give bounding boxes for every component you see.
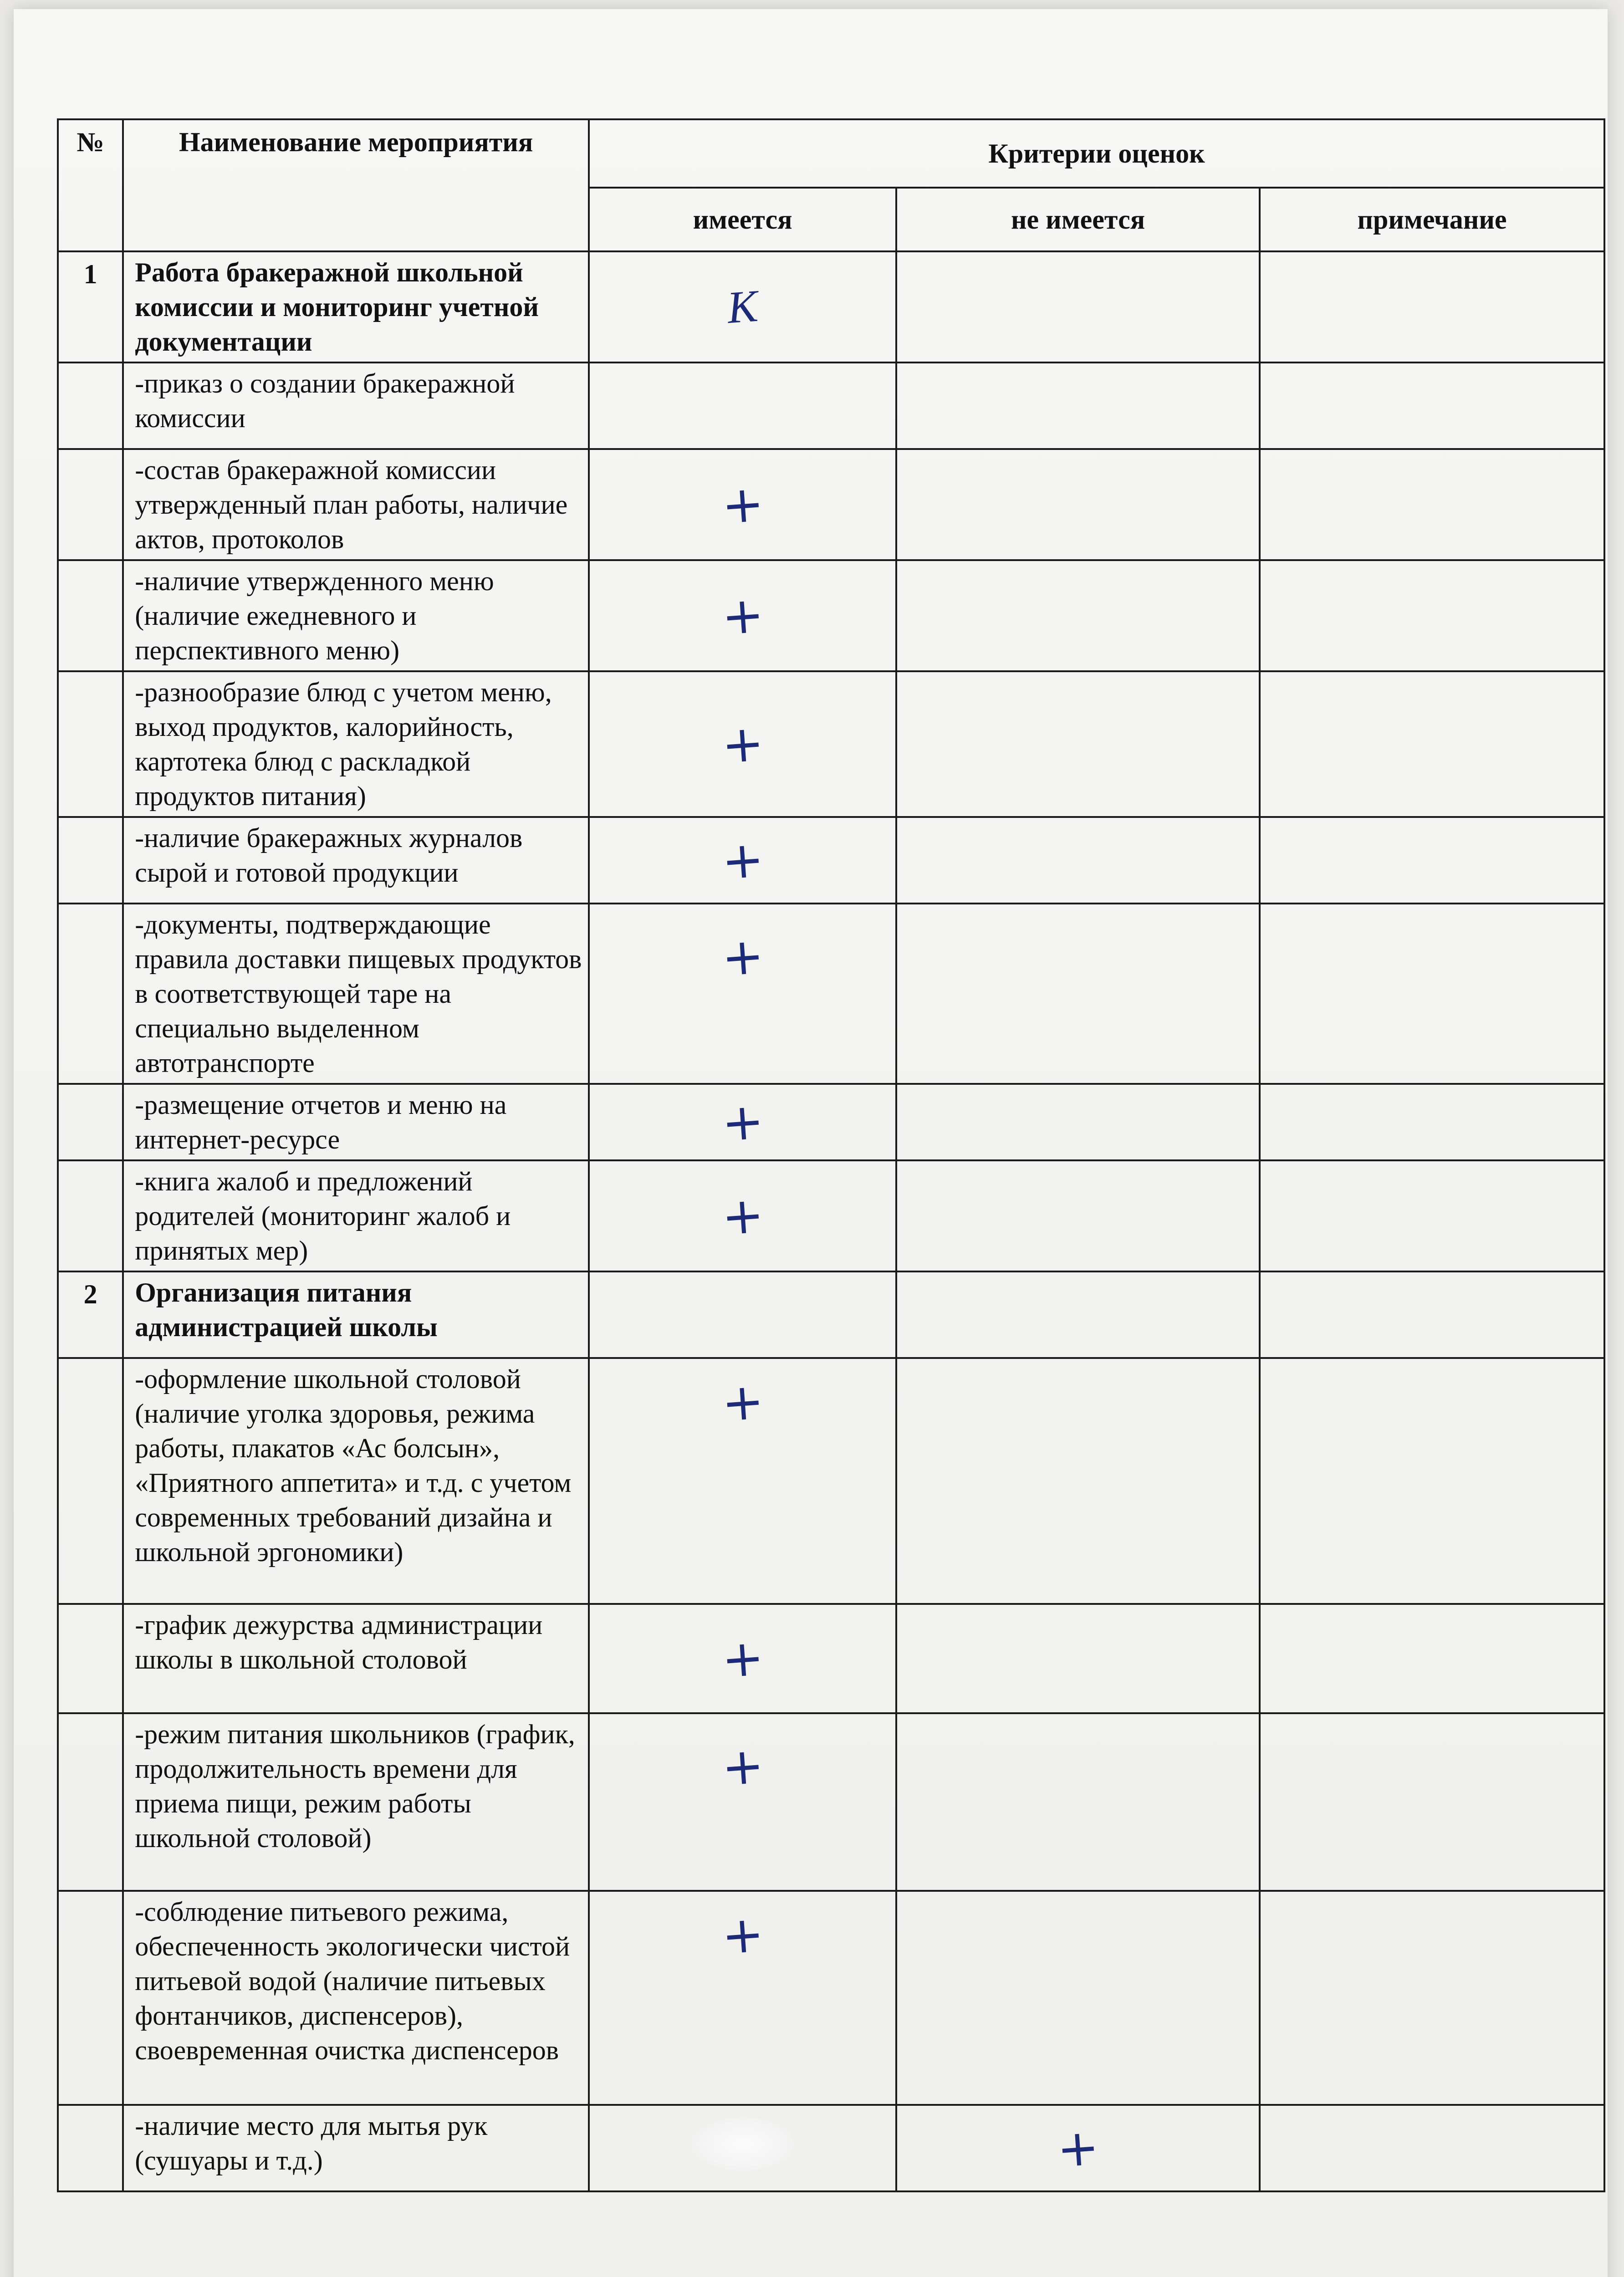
row-name: -оформление школьной столовой (наличие уголка здоровья, режима работы, плакатов «Ас болсын», «Приятного аппетита» и т.д. с учетом современных требований дизайна и школьной эргономики) (123, 1358, 589, 1604)
table-row (58, 2105, 1604, 2191)
row-num (58, 1084, 123, 1160)
plus-mark: + (720, 1904, 766, 1966)
table-row (58, 1271, 1604, 1358)
row-note (1260, 560, 1604, 671)
row-note (1260, 817, 1604, 904)
table-row (58, 1160, 1604, 1271)
correction-smudge (690, 2117, 795, 2171)
row-has-mark (589, 449, 896, 560)
row-name: -документы, подтверждающие правила доставки пищевых продуктов в соответствующей таре на специально выделенном автотранспорте (123, 904, 589, 1084)
paper-sheet (14, 9, 1608, 2277)
header-criteria: Критерии оценок (589, 119, 1604, 188)
row-not-has-mark (896, 362, 1260, 449)
row-note (1260, 671, 1604, 817)
row-not-has-mark (896, 1358, 1260, 1604)
table-row (58, 671, 1604, 817)
row-has-mark (589, 1604, 896, 1713)
row-num (58, 362, 123, 449)
table-row (58, 449, 1604, 560)
row-name: -состав бракеражной комиссии утвержденный план работы, наличие актов, протоколов (123, 449, 589, 560)
table-row (58, 362, 1604, 449)
header-not-has: не имеется (896, 188, 1260, 251)
plus-mark: + (720, 585, 766, 646)
table-row (58, 560, 1604, 671)
row-num: 1 (58, 251, 123, 362)
row-not-has-mark (896, 2105, 1260, 2191)
row-note (1260, 904, 1604, 1084)
table-row (58, 1713, 1604, 1891)
row-name: Работа бракеражной школьной комиссии и мониторинг учетной документации (123, 251, 589, 362)
row-not-has-mark (896, 1271, 1260, 1358)
row-not-has-mark (896, 817, 1260, 904)
row-not-has-mark (896, 1160, 1260, 1271)
table-row (58, 1604, 1604, 1713)
row-name: -соблюдение питьевого режима, обеспеченность экологически чистой питьевой водой (наличие питьевых фонтанчиков, диспенсеров), своевременная очистка диспенсеров (123, 1891, 589, 2105)
row-name: -наличие место для мытья рук (сушуары и т.д.) (123, 2105, 589, 2191)
row-num (58, 449, 123, 560)
row-note (1260, 2105, 1604, 2191)
plus-mark: + (720, 713, 766, 775)
row-has-mark (589, 1358, 896, 1604)
row-has-mark (589, 362, 896, 449)
header-note: примечание (1260, 188, 1604, 251)
header-num: № (58, 119, 123, 251)
row-not-has-mark (896, 1713, 1260, 1891)
table-row (58, 251, 1604, 362)
row-has-mark (589, 2105, 896, 2191)
header-has: имеется (589, 188, 896, 251)
row-has-mark (589, 1271, 896, 1358)
row-not-has-mark (896, 671, 1260, 817)
evaluation-table (57, 118, 1605, 2192)
table-row (58, 904, 1604, 1084)
row-name: -разнообразие блюд с учетом меню, выход продуктов, калорийность, картотека блюд с раскладкой продуктов питания) (123, 671, 589, 817)
row-has-mark (589, 560, 896, 671)
plus-mark: + (720, 926, 766, 988)
row-note (1260, 1604, 1604, 1713)
plus-mark: + (720, 1736, 766, 1797)
row-name: -режим питания школьников (график, продолжительность времени для приема пищи, режим работы школьной столовой) (123, 1713, 589, 1891)
row-num (58, 1160, 123, 1271)
row-num (58, 1604, 123, 1713)
row-name: -размещение отчетов и меню на интернет-ресурсе (123, 1084, 589, 1160)
row-note (1260, 1891, 1604, 2105)
table-row (58, 1084, 1604, 1160)
row-num (58, 1358, 123, 1604)
plus-mark: + (1055, 2117, 1101, 2179)
table-row (58, 817, 1604, 904)
plus-mark: + (720, 474, 766, 535)
row-num (58, 817, 123, 904)
row-has-mark (589, 671, 896, 817)
row-num (58, 1891, 123, 2105)
row-name: -наличие утвержденного меню (наличие ежедневного и перспективного меню) (123, 560, 589, 671)
row-note (1260, 1358, 1604, 1604)
row-name: -приказ о создании бракеражной комиссии (123, 362, 589, 449)
row-not-has-mark (896, 251, 1260, 362)
row-not-has-mark (896, 904, 1260, 1084)
plus-mark: + (720, 1091, 766, 1153)
row-note (1260, 251, 1604, 362)
row-not-has-mark (896, 449, 1260, 560)
plus-mark: + (720, 1185, 766, 1246)
plus-mark: + (720, 1371, 766, 1433)
row-has-mark (589, 1084, 896, 1160)
row-note (1260, 1713, 1604, 1891)
plus-mark: + (720, 829, 766, 891)
table-row (58, 1358, 1604, 1604)
header-name: Наименование мероприятия (123, 119, 589, 251)
row-not-has-mark (896, 1084, 1260, 1160)
row-note (1260, 1271, 1604, 1358)
row-note (1260, 1160, 1604, 1271)
row-note (1260, 1084, 1604, 1160)
row-has-mark (589, 251, 896, 362)
table-row (58, 1891, 1604, 2105)
plus-mark: + (720, 1628, 766, 1689)
row-not-has-mark (896, 1604, 1260, 1713)
row-name: -наличие бракеражных журналов сырой и готовой продукции (123, 817, 589, 904)
check-mark: K (725, 280, 760, 333)
row-has-mark (589, 1713, 896, 1891)
row-not-has-mark (896, 560, 1260, 671)
row-has-mark (589, 904, 896, 1084)
row-not-has-mark (896, 1891, 1260, 2105)
row-has-mark (589, 1891, 896, 2105)
row-name: -книга жалоб и предложений родителей (мониторинг жалоб и принятых мер) (123, 1160, 589, 1271)
row-name: Организация питания администрацией школы (123, 1271, 589, 1358)
row-has-mark (589, 817, 896, 904)
row-num (58, 671, 123, 817)
row-name: -график дежурства администрации школы в школьной столовой (123, 1604, 589, 1713)
row-note (1260, 449, 1604, 560)
row-num (58, 1713, 123, 1891)
row-has-mark (589, 1160, 896, 1271)
row-num: 2 (58, 1271, 123, 1358)
row-num (58, 2105, 123, 2191)
row-note (1260, 362, 1604, 449)
row-num (58, 560, 123, 671)
row-num (58, 904, 123, 1084)
